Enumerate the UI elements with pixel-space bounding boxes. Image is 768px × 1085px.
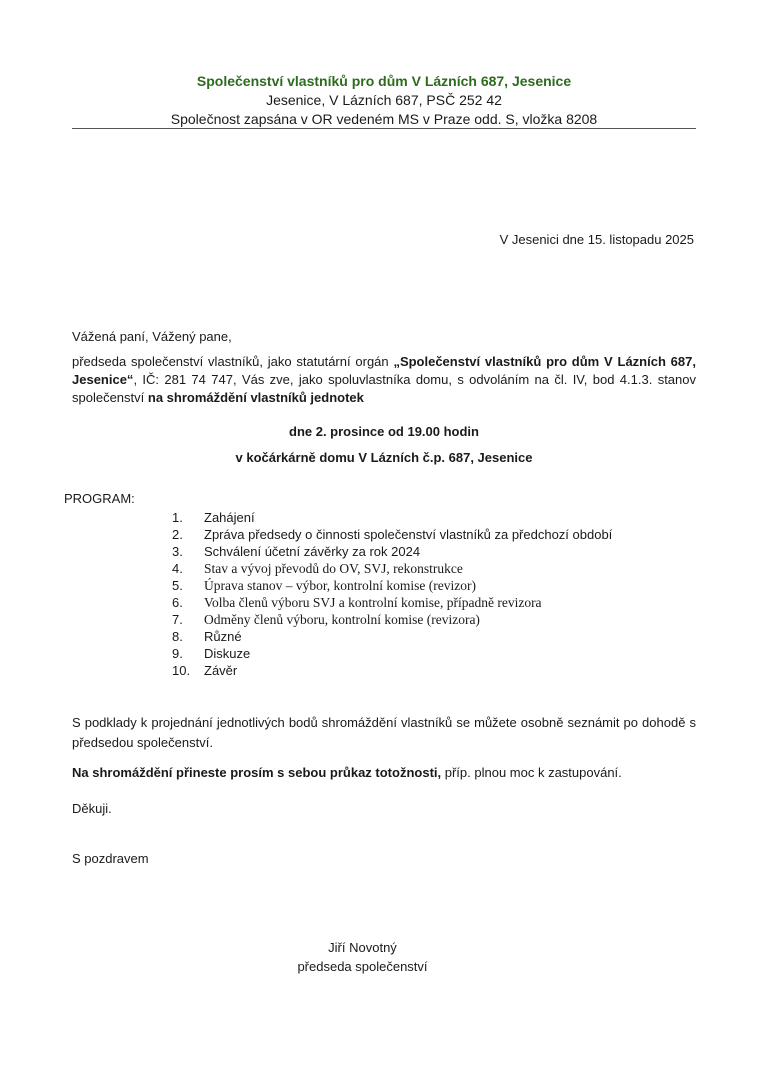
list-item: [172, 662, 612, 679]
item-text: Stav a vývoj převodů do OV, SVJ, rekonstrukce: [204, 561, 463, 576]
item-number: 7.: [172, 612, 183, 627]
list-item: [172, 594, 612, 611]
meeting-place: v kočárkárně domu V Lázních č.p. 687, Jesenice: [235, 450, 533, 465]
organization-name: Společenství vlastníků pro dům V Lázních 687, Jesenice: [196, 73, 572, 89]
item-text: Odměny členů výboru, kontrolní komise (revizora): [204, 612, 480, 627]
item-number: 9.: [172, 646, 183, 661]
program-heading: PROGRAM:: [64, 491, 135, 506]
item-text: Různé: [204, 629, 242, 644]
list-item: [172, 645, 612, 662]
intro-text-1: předseda společenství vlastníků, jako statutární orgán: [72, 354, 394, 369]
item-number: 3.: [172, 544, 183, 559]
documents-note: S podklady k projednání jednotlivých bodů shromáždění vlastníků se můžete osobně seznámit po dohodě s předsedou společenství.: [72, 715, 696, 750]
item-text: Diskuze: [204, 646, 251, 661]
item-text: Volba členů výboru SVJ a kontrolní komise, případně revizora: [204, 595, 542, 610]
item-number: 5.: [172, 578, 183, 593]
list-item: [172, 577, 612, 594]
item-text: Zahájení: [204, 510, 255, 525]
thanks: Děkuji.: [72, 801, 112, 816]
salutation: Vážená paní, Vážený pane,: [72, 329, 232, 344]
letterhead: [72, 72, 696, 129]
organization-address: Jesenice, V Lázních 687, PSČ 252 42: [266, 92, 502, 108]
list-item: [172, 611, 612, 628]
list-item: [172, 628, 612, 645]
list-item: [172, 560, 612, 577]
item-number: 10.: [172, 663, 191, 678]
intro-paragraph: [72, 353, 696, 407]
list-item: [172, 543, 612, 560]
item-text: Závěr: [204, 663, 238, 678]
header-divider: [72, 128, 696, 129]
intro-org-name: „Společenství vlastníků pro dům V Lázních 687, Jesenice“: [72, 354, 696, 387]
intro-text-2: , IČ: 281 74 747, Vás zve, jako spoluvlastníka domu, s odvoláním na čl. IV, bod 4.1.3. stanov společenství: [72, 372, 696, 405]
registration-info: Společnost zapsána v OR vedeném MS v Praze odd. S, vložka 8208: [170, 111, 598, 127]
list-item: [172, 509, 612, 526]
item-number: 4.: [172, 561, 183, 576]
id-note-bold: Na shromáždění přineste prosím s sebou průkaz totožnosti,: [72, 765, 442, 780]
signatory-role: předseda společenství: [297, 959, 428, 974]
closing: S pozdravem: [72, 851, 149, 866]
item-number: 8.: [172, 629, 183, 644]
item-number: 2.: [172, 527, 183, 542]
item-number: 6.: [172, 595, 183, 610]
item-number: 1.: [172, 510, 183, 525]
item-text: Zpráva předsedy o činnosti společenství vlastníků za předchozí období: [204, 527, 613, 542]
date-line: V Jesenici dne 15. listopadu 2025: [499, 232, 694, 247]
id-note: [72, 765, 622, 780]
meeting-date: dne 2. prosince od 19.00 hodin: [289, 424, 479, 439]
signature-block: [200, 938, 525, 976]
signatory-name: Jiří Novotný: [328, 940, 397, 955]
intro-meeting: na shromáždění vlastníků jednotek: [147, 390, 364, 405]
program-list: [172, 509, 612, 679]
id-note-rest: příp. plnou moc k zastupování.: [441, 765, 622, 780]
item-text: Schválení účetní závěrky za rok 2024: [204, 544, 421, 559]
list-item: [172, 526, 612, 543]
item-text: Úprava stanov – výbor, kontrolní komise (revizor): [204, 578, 477, 593]
